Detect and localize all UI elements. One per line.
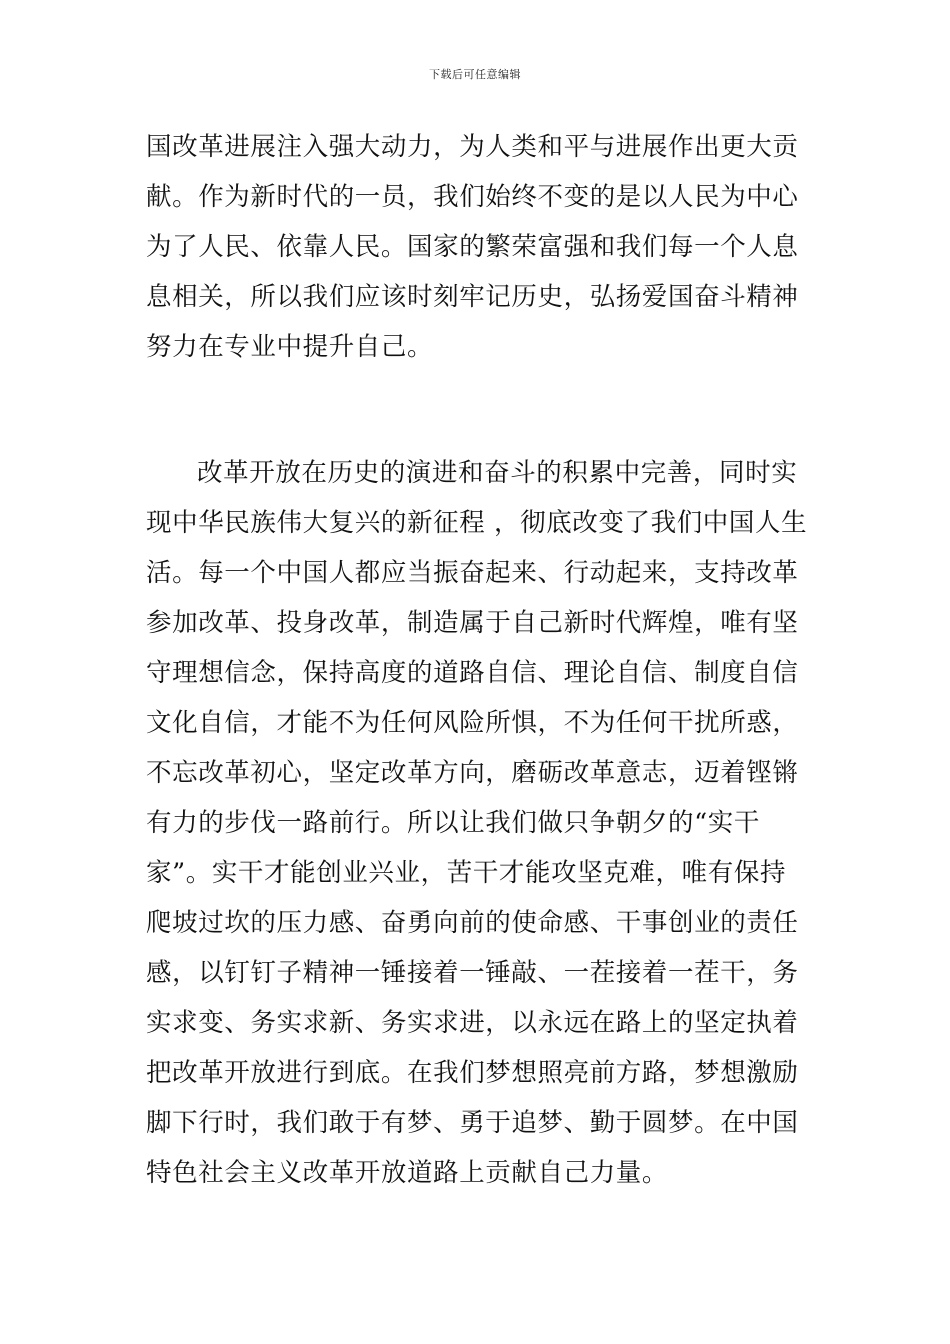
paragraph-line: 活。每一个中国人都应当振奋起来、行动起来，支持改革 [146, 558, 799, 588]
paragraph-spacer [146, 372, 806, 448]
paragraph-line: 感，以钉钉子精神一锤接着一锤敲、一茬接着一茬干，务 [146, 958, 799, 988]
header-note: 下载后可任意编辑 [429, 68, 521, 81]
paragraph-line: 息相关，所以我们应该时刻牢记历史，弘扬爱国奋斗精神 [146, 282, 799, 312]
paragraph-line: 实求变、务实求新、务实求进，以永远在路上的坚定执着 [146, 1008, 799, 1038]
paragraph-line: 文化自信，才能不为任何风险所惧，不为任何干扰所惑， [146, 708, 799, 738]
body-text [146, 122, 806, 1198]
paragraph-line: 努力在专业中提升自己。 [146, 332, 434, 362]
paragraph-line: 守理想信念，保持高度的道路自信、理论自信、制度自信 [146, 658, 799, 688]
paragraph-1 [146, 122, 806, 372]
paragraph-line: 改革开放在历史的演进和奋斗的积累中完善，同时实 [197, 458, 798, 488]
paragraph-line: 有力的步伐一路前行。所以让我们做只争朝夕的“实干 [146, 808, 760, 838]
paragraph-line: 为了人民、依靠人民。国家的繁荣富强和我们每一个人息 [146, 232, 799, 262]
paragraph-2 [146, 448, 806, 1198]
paragraph-line: 把改革开放进行到底。在我们梦想照亮前方路，梦想激励 [146, 1058, 799, 1088]
paragraph-line: 家”。实干才能创业兴业，苦干才能攻坚克难，唯有保持 [146, 858, 787, 888]
paragraph-line: 参加改革、投身改革，制造属于自己新时代辉煌，唯有坚 [146, 608, 799, 638]
paragraph-line: 国改革进展注入强大动力，为人类和平与进展作出更大贡 [146, 132, 799, 162]
paragraph-line: 现中华民族伟大复兴的新征程 ，彻底改变了我们中国人生 [146, 508, 808, 538]
paragraph-line: 特色社会主义改革开放道路上贡献自己力量。 [146, 1158, 669, 1188]
paragraph-line: 爬坡过坎的压力感、奋勇向前的使命感、干事创业的责任 [146, 908, 799, 938]
paragraph-line: 献。作为新时代的一员，我们始终不变的是以人民为中心 [146, 182, 799, 212]
paragraph-line: 脚下行时，我们敢于有梦、勇于追梦、勤于圆梦。在中国 [146, 1108, 799, 1138]
paragraph-line: 不忘改革初心，坚定改革方向，磨砺改革意志，迈着铿锵 [146, 758, 799, 788]
